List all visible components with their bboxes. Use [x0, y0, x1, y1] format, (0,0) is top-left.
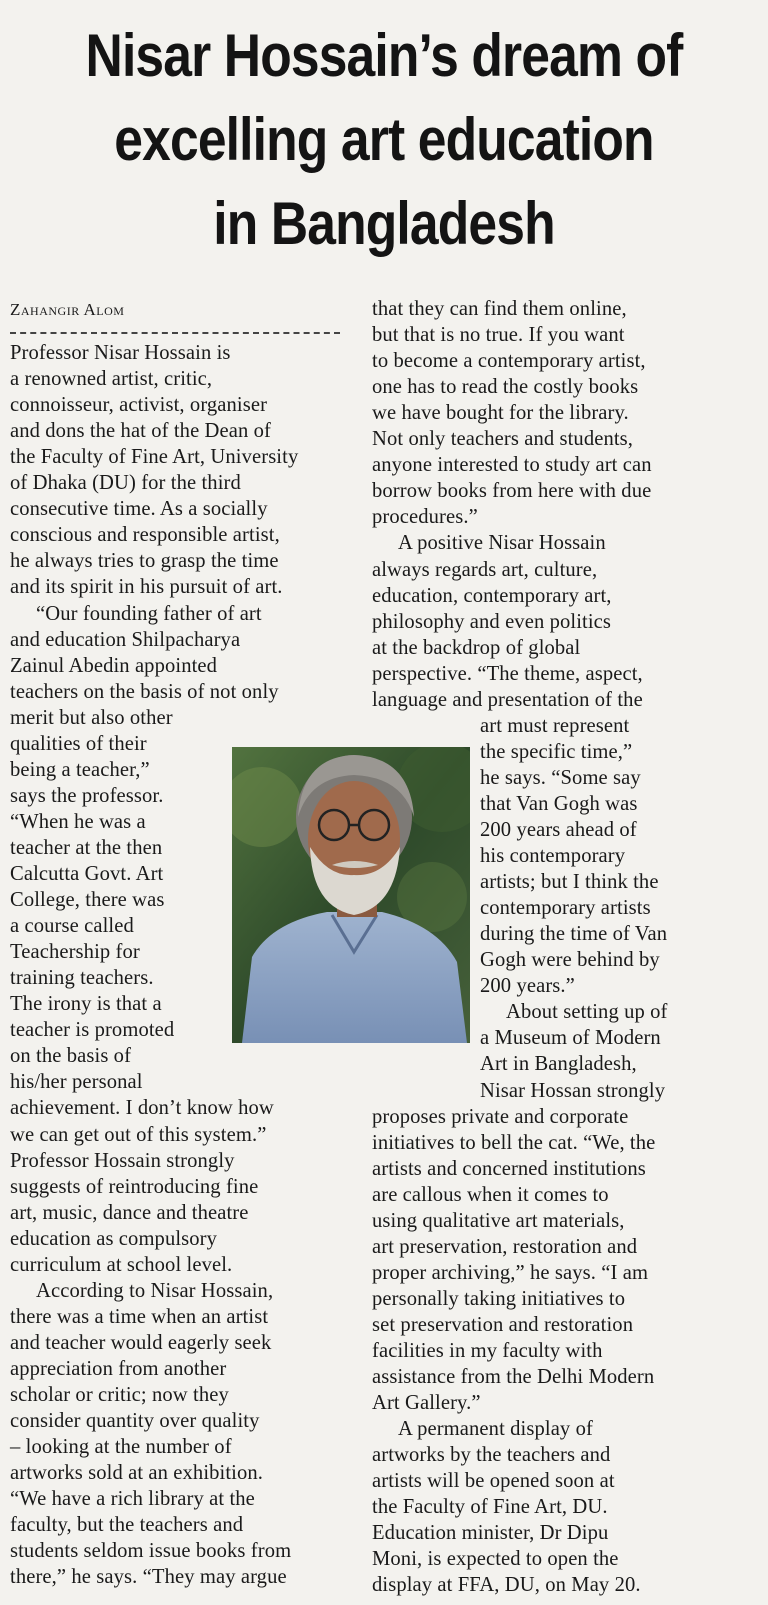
right-column-line: contemporary artists [480, 897, 651, 920]
right-column-line: A positive Nisar Hossain [398, 532, 606, 555]
portrait-photo [232, 747, 470, 1043]
left-column-line: the Faculty of Fine Art, University [10, 446, 299, 469]
left-column-line: merit but also other [10, 706, 173, 729]
right-column-line: initiatives to bell the cat. “We, the [372, 1131, 656, 1154]
left-column-line: consecutive time. As a socially [10, 498, 268, 521]
right-column-line: Gogh were behind by [480, 949, 660, 972]
right-column-line: he says. “Some say [480, 766, 641, 789]
left-column-line: of Dhaka (DU) for the third [10, 472, 241, 495]
left-column-line: education as compulsory [10, 1227, 218, 1250]
byline: Zahangir Alom [10, 300, 125, 319]
left-column-line: being a teacher,” [10, 758, 150, 781]
right-column-line: a Museum of Modern [480, 1027, 661, 1050]
left-column-line: on the basis of [10, 1045, 132, 1068]
right-column-line: set preservation and restoration [372, 1313, 634, 1336]
left-column-line: his/her personal [10, 1071, 143, 1094]
left-column-line: scholar or critic; now they [10, 1384, 229, 1406]
right-column-line: philosophy and even politics [372, 610, 612, 633]
left-column-line: says the professor. [10, 784, 164, 807]
right-column-line: one has to read the costly books [372, 376, 639, 399]
left-column-line: Professor Nisar Hossain is [10, 342, 231, 364]
right-column-line: anyone interested to study art can [372, 454, 652, 477]
right-column-line: proper archiving,” he says. “I am [372, 1261, 649, 1284]
left-column-line: “We have a rich library at the [10, 1488, 255, 1511]
left-column-line: and education Shilpacharya [10, 628, 241, 651]
right-column-line: display at FFA, DU, on May 20. [372, 1574, 641, 1597]
right-column-line: at the backdrop of global [372, 636, 581, 659]
left-column-line: teachers on the basis of not only [10, 680, 279, 703]
left-column-line: “When he was a [10, 810, 146, 833]
right-column-line: artists will be opened soon at [372, 1470, 615, 1493]
right-column-line: Art in Bangladesh, [480, 1053, 637, 1076]
right-column-line: perspective. “The theme, aspect, [372, 662, 643, 685]
left-column-line: and teacher would eagerly seek [10, 1331, 272, 1354]
left-column-line: there was a time when an artist [10, 1305, 269, 1328]
left-column-line: connoisseur, activist, organiser [10, 394, 268, 417]
right-column-line: always regards art, culture, [372, 558, 598, 581]
left-column-line: qualities of their [10, 732, 147, 755]
right-column-line: education, contemporary art, [372, 584, 612, 607]
right-column-line: assistance from the Delhi Modern [372, 1366, 655, 1389]
right-column-line: personally taking initiatives to [372, 1287, 626, 1310]
right-column-line: art must represent [480, 714, 630, 737]
right-column-line: borrow books from here with due [372, 480, 652, 503]
right-column-line: Moni, is expected to open the [372, 1548, 619, 1571]
left-column-line: training teachers. [10, 967, 154, 990]
right-column-line: Education minister, Dr Dipu [372, 1522, 609, 1545]
headline-line: excelling art education [114, 106, 654, 173]
right-column-line: language and presentation of the [372, 688, 643, 711]
left-column-line: we can get out of this system.” [10, 1123, 267, 1146]
right-column-line: art preservation, restoration and [372, 1235, 638, 1258]
left-column-line: Calcutta Govt. Art [10, 863, 164, 885]
left-column-line: faculty, but the teachers and [10, 1514, 244, 1537]
headline-line: in Bangladesh [213, 190, 555, 257]
left-column-line: teacher at the then [10, 836, 163, 859]
right-column-line: but that is no true. If you want [372, 324, 625, 347]
right-column-line: About setting up of [506, 1001, 668, 1024]
left-column-line: According to Nisar Hossain, [36, 1279, 274, 1302]
right-column-line: that Van Gogh was [480, 792, 638, 815]
left-column-line: students seldom issue books from [10, 1540, 292, 1563]
headline-line: Nisar Hossain’s dream of [85, 22, 683, 89]
left-column-line: consider quantity over quality [10, 1410, 260, 1433]
right-column-line: artists and concerned institutions [372, 1157, 646, 1180]
right-column-line: are callous when it comes to [372, 1183, 609, 1206]
right-column-line: we have bought for the library. [372, 402, 629, 425]
right-column-line: Art Gallery.” [372, 1392, 481, 1415]
left-column-line: conscious and responsible artist, [10, 524, 280, 547]
left-column-line: there,” he says. “They may argue [10, 1566, 287, 1589]
left-column-line: suggests of reintroducing fine [10, 1175, 259, 1198]
right-column-line: artworks by the teachers and [372, 1444, 611, 1467]
right-column-line: using qualitative art materials, [372, 1209, 625, 1232]
right-column-line: the specific time,” [480, 740, 633, 763]
left-column-line: Zainul Abedin appointed [10, 654, 218, 677]
right-column-line: facilities in my faculty with [372, 1340, 603, 1362]
right-column-line: 200 years ahead of [480, 819, 637, 841]
left-column-line: and its spirit in his pursuit of art. [10, 576, 283, 599]
left-column-line: appreciation from another [10, 1357, 227, 1380]
right-column-line: proposes private and corporate [372, 1105, 629, 1128]
left-column-line: art, music, dance and theatre [10, 1201, 249, 1224]
left-column-line: College, there was [10, 889, 165, 912]
right-column-line: 200 years.” [480, 975, 575, 998]
headline [0, 14, 768, 266]
left-column-line: and dons the hat of the Dean of [10, 420, 272, 443]
left-column-line: teacher is promoted [10, 1019, 175, 1042]
left-column-line: Professor Hossain strongly [10, 1149, 235, 1172]
right-column-line: that they can find them online, [372, 298, 627, 320]
left-column-line: – looking at the number of [10, 1436, 232, 1459]
left-column-line: “Our founding father of art [36, 602, 262, 625]
left-column-line: achievement. I don’t know how [10, 1097, 274, 1120]
right-column-line: procedures.” [372, 506, 478, 529]
left-column-line: he always tries to grasp the time [10, 550, 279, 573]
right-column-line: his contemporary [480, 845, 626, 868]
right-column-line: to become a contemporary artist, [372, 350, 646, 373]
right-column-line: the Faculty of Fine Art, DU. [372, 1496, 608, 1519]
right-column-line: Nisar Hossan strongly [480, 1079, 666, 1102]
right-column-line: Not only teachers and students, [372, 428, 634, 451]
right-column-line: artists; but I think the [480, 871, 659, 894]
left-column-line: Teachership for [10, 941, 140, 964]
right-column-line: during the time of Van [480, 923, 668, 946]
left-column-line: curriculum at school level. [10, 1253, 233, 1276]
left-column-line: a renowned artist, critic, [10, 368, 213, 391]
byline-divider [10, 332, 340, 334]
left-column-line: The irony is that a [10, 993, 162, 1016]
left-column-line: artworks sold at an exhibition. [10, 1462, 264, 1485]
right-column-line: A permanent display of [398, 1418, 593, 1441]
left-column-line: a course called [10, 915, 134, 938]
